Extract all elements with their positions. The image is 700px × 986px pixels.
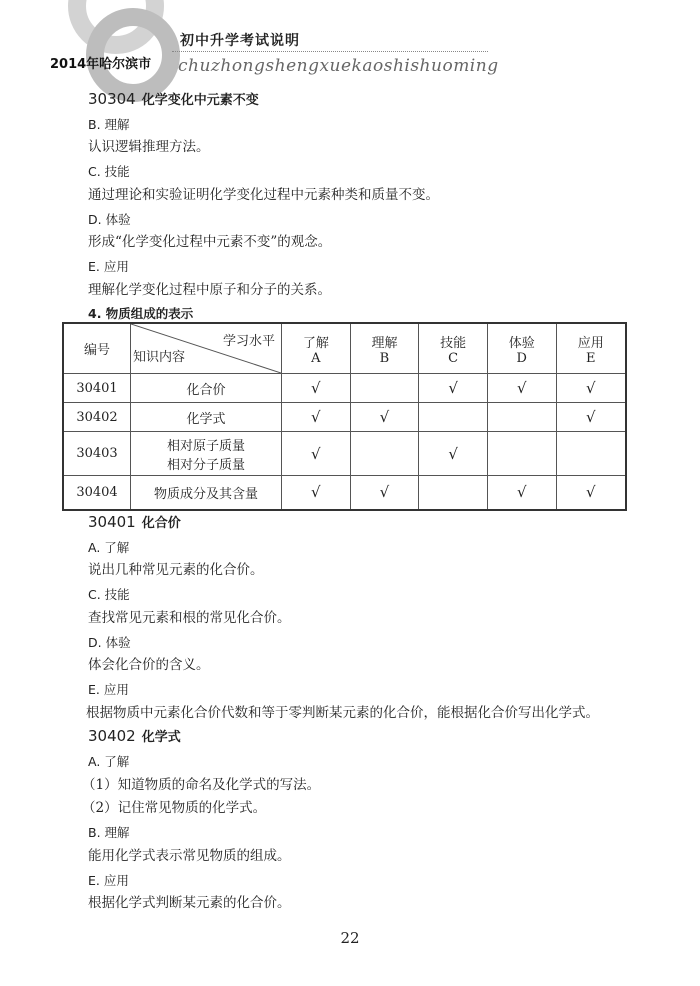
- level-name: 理解: [371, 335, 398, 351]
- level-label: B. 理解: [88, 825, 130, 841]
- level-cell: [556, 476, 626, 510]
- check-mark: √: [586, 483, 596, 502]
- row-content: [131, 403, 282, 432]
- level-name: 体验: [508, 335, 535, 351]
- header-title: 初中升学考试说明: [180, 33, 300, 49]
- level-cell: [282, 432, 351, 476]
- header-city: 2014年哈尔滨市: [50, 57, 152, 72]
- level-name: 技能: [440, 335, 467, 351]
- row-id: 30401: [63, 374, 131, 403]
- level-header: [282, 323, 351, 374]
- row-content: [131, 432, 282, 476]
- check-mark: √: [516, 379, 527, 397]
- section-code: 30304: [88, 90, 136, 108]
- level-letter: D: [516, 350, 527, 366]
- check-mark: √: [379, 483, 390, 502]
- check-mark: √: [448, 444, 458, 463]
- level-letter: A: [311, 350, 321, 366]
- level-name: 了解: [302, 335, 329, 351]
- level-header: [556, 323, 626, 374]
- level-text: 能用化学式表示常见物质的组成。: [88, 847, 291, 864]
- table-header-row: [63, 323, 626, 374]
- level-cell: [487, 432, 556, 476]
- row-content: [131, 476, 282, 510]
- section-title: 化学式: [141, 730, 181, 746]
- level-text: 形成“化学变化过程中元素不变”的观念。: [88, 234, 332, 251]
- col-id-header: 编号: [63, 323, 131, 374]
- check-mark: √: [448, 379, 458, 397]
- level-text: 根据物质中元素化合价代数和等于零判断某元素的化合价，能根据化合价写出化学式。: [86, 704, 599, 721]
- content-line: 相对原子质量: [166, 438, 245, 454]
- content-line: 化合价: [186, 382, 226, 398]
- level-cell: [350, 403, 419, 432]
- diag-top-label: 学习水平: [222, 334, 275, 349]
- level-text: （2）记住常见物质的化学式。: [82, 800, 267, 817]
- level-label: A. 了解: [88, 754, 130, 770]
- level-cell: [556, 374, 626, 403]
- content-line: 物质成分及其含量: [153, 486, 258, 502]
- level-label: E. 应用: [88, 258, 129, 274]
- level-text: 通过理论和实验证明化学变化过程中元素种类和质量不变。: [88, 186, 439, 203]
- level-label: E. 应用: [88, 681, 129, 697]
- level-cell: [556, 403, 626, 432]
- level-cell: [282, 374, 351, 403]
- level-text: 根据化学式判断某元素的化合价。: [88, 895, 291, 912]
- header-pinyin: chuzhongshengxuekaoshishuoming: [178, 56, 499, 76]
- diag-bottom-label: 知识内容: [133, 350, 186, 365]
- level-label: B. 理解: [88, 116, 130, 132]
- section-title: 化学变化中元素不变: [141, 93, 259, 108]
- section-heading: [88, 725, 648, 750]
- level-text: 理解化学变化过程中原子和分子的关系。: [88, 281, 331, 298]
- level-cell: [487, 476, 556, 510]
- check-mark: √: [516, 483, 527, 502]
- level-cell: [419, 374, 488, 403]
- section-heading: [88, 88, 648, 113]
- level-letter: B: [379, 350, 390, 366]
- level-letter: C: [448, 350, 459, 366]
- level-cell: [350, 432, 419, 476]
- level-text: 认识逻辑推理方法。: [88, 139, 210, 156]
- check-mark: √: [586, 408, 596, 426]
- level-header: [487, 323, 556, 374]
- row-id: 30403: [63, 432, 131, 476]
- level-name: 应用: [577, 335, 604, 351]
- level-cell: [350, 476, 419, 510]
- table-row: [63, 374, 626, 403]
- level-label: E. 应用: [88, 872, 129, 888]
- check-mark: √: [379, 408, 390, 426]
- level-text: （1）知道物质的命名及化学式的写法。: [82, 776, 321, 793]
- level-label: A. 了解: [88, 539, 130, 555]
- knowledge-table: [62, 322, 627, 511]
- section-title: 化合价: [141, 516, 181, 531]
- level-text: 说出几种常见元素的化合价。: [88, 562, 264, 579]
- check-mark: √: [311, 379, 321, 397]
- row-content: [131, 374, 282, 403]
- row-id: 30404: [63, 476, 131, 510]
- check-mark: √: [311, 408, 321, 426]
- level-label: C. 技能: [88, 164, 130, 180]
- table-row: [63, 476, 626, 510]
- diagonal-header: [131, 323, 282, 374]
- level-cell: [487, 403, 556, 432]
- check-mark: √: [311, 444, 321, 463]
- content-top: [88, 88, 648, 326]
- table-row: [63, 432, 626, 476]
- header-divider: [172, 51, 488, 52]
- section-code: 30401: [88, 513, 136, 531]
- level-label: D. 体验: [88, 211, 131, 227]
- level-cell: [419, 432, 488, 476]
- level-text: 体会化合价的含义。: [88, 657, 210, 674]
- level-cell: [419, 403, 488, 432]
- content-bottom: [82, 511, 648, 916]
- section-code: 30402: [88, 727, 136, 746]
- page-number: 22: [340, 929, 360, 947]
- level-cell: [487, 374, 556, 403]
- check-mark: √: [311, 483, 321, 502]
- level-cell: [556, 432, 626, 476]
- content-line: 化学式: [186, 411, 226, 427]
- section4-title: 4. 物质组成的表示: [88, 306, 194, 322]
- level-cell: [350, 374, 419, 403]
- level-cell: [282, 403, 351, 432]
- check-mark: √: [586, 379, 596, 397]
- level-header: [419, 323, 488, 374]
- table-row: [63, 403, 626, 432]
- section-heading: [88, 511, 648, 536]
- level-label: C. 技能: [88, 587, 130, 603]
- level-label: D. 体验: [88, 634, 131, 650]
- table-body: [63, 374, 626, 510]
- row-id: 30402: [63, 403, 131, 432]
- level-text: 查找常见元素和根的常见化合价。: [88, 609, 291, 626]
- level-cell: [419, 476, 488, 510]
- content-line: 相对分子质量: [166, 457, 245, 473]
- level-cell: [282, 476, 351, 510]
- level-header: [350, 323, 419, 374]
- level-letter: E: [586, 350, 596, 366]
